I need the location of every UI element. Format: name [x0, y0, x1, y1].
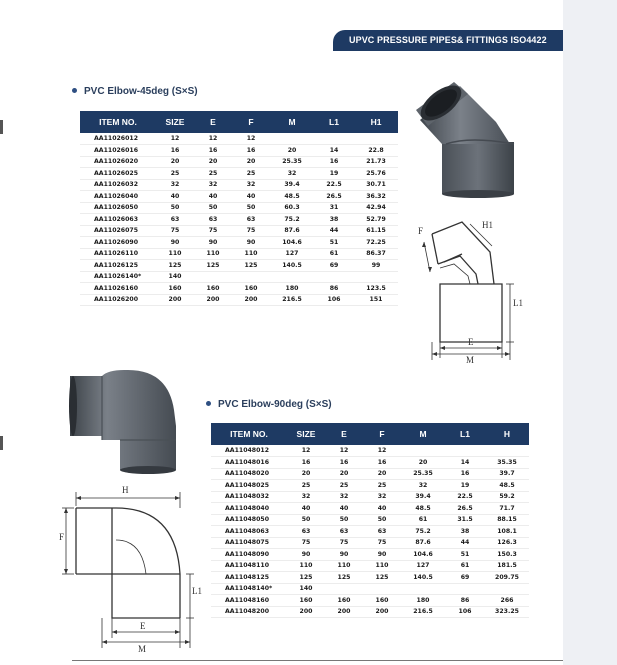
dim-label-m: M: [466, 355, 475, 364]
table-cell: 180: [401, 595, 445, 607]
table-cell: 40: [325, 503, 363, 515]
table-cell: 71.7: [485, 503, 529, 515]
column-header: F: [232, 111, 270, 133]
table-cell: 106: [314, 294, 354, 306]
section-title-text: PVC Elbow-45deg (S×S): [84, 86, 198, 97]
table-cell: 52.79: [354, 214, 398, 226]
table-row: [211, 514, 529, 526]
table-cell: 25: [325, 480, 363, 492]
item-number-cell: AA11026050: [80, 202, 156, 214]
table-cell: 50: [232, 202, 270, 214]
table-cell: 75: [232, 225, 270, 237]
table-cell: 181.5: [485, 560, 529, 572]
item-number-cell: AA11026063: [80, 214, 156, 226]
table-cell: 160: [156, 283, 194, 295]
table-row: [211, 491, 529, 503]
section-title-elbow-90: [206, 399, 332, 410]
table-cell: [401, 445, 445, 457]
item-number-cell: AA11026032: [80, 179, 156, 191]
table-cell: 63: [194, 214, 232, 226]
dim-label-l1: L1: [513, 298, 523, 308]
table-cell: 75.2: [401, 526, 445, 538]
table-cell: 25.76: [354, 168, 398, 180]
table-cell: 20: [232, 156, 270, 168]
table-cell: 266: [485, 595, 529, 607]
table-cell: 22.8: [354, 145, 398, 157]
table-row: [211, 503, 529, 515]
table-row: [211, 583, 529, 595]
table-cell: 106: [445, 606, 485, 618]
table-cell: [354, 133, 398, 145]
table-row: [80, 191, 398, 203]
column-header: E: [325, 423, 363, 445]
table-cell: 32: [156, 179, 194, 191]
item-number-cell: AA11026075: [80, 225, 156, 237]
column-header: SIZE: [156, 111, 194, 133]
table-cell: 209.75: [485, 572, 529, 584]
table-cell: 20: [270, 145, 314, 157]
table-cell: 127: [270, 248, 314, 260]
table-cell: 75: [363, 537, 401, 549]
table-row: [80, 248, 398, 260]
table-row: [80, 225, 398, 237]
table-cell: 12: [363, 445, 401, 457]
table-cell: 200: [325, 606, 363, 618]
table-cell: 75: [325, 537, 363, 549]
table-cell: 50: [156, 202, 194, 214]
table-cell: 14: [314, 145, 354, 157]
elbow-45-photo: [410, 80, 522, 198]
table-cell: 32: [401, 480, 445, 492]
dim-label-e: E: [140, 621, 146, 631]
table-cell: 110: [287, 560, 325, 572]
table-cell: 110: [363, 560, 401, 572]
item-number-cell: AA11048075: [211, 537, 287, 549]
left-edge-mark: [0, 120, 3, 134]
table-cell: 36.32: [354, 191, 398, 203]
table-cell: 90: [194, 237, 232, 249]
table-row: [211, 572, 529, 584]
table-cell: 16: [232, 145, 270, 157]
column-header: ITEM NO.: [211, 423, 287, 445]
bullet-icon: [72, 88, 77, 93]
section-title-text: PVC Elbow-90deg (S×S): [218, 399, 332, 410]
table-cell: 19: [445, 480, 485, 492]
table-cell: 25: [232, 168, 270, 180]
table-cell: 50: [325, 514, 363, 526]
table-cell: [363, 583, 401, 595]
table-cell: 38: [314, 214, 354, 226]
item-number-cell: AA11026012: [80, 133, 156, 145]
table-cell: 25.35: [270, 156, 314, 168]
table-cell: 126.3: [485, 537, 529, 549]
table-row: [211, 468, 529, 480]
dim-label-h1: H1: [482, 220, 493, 230]
table-cell: 72.25: [354, 237, 398, 249]
table-cell: 31: [314, 202, 354, 214]
item-number-cell: AA11026200: [80, 294, 156, 306]
item-number-cell: AA11026090: [80, 237, 156, 249]
column-header: H1: [354, 111, 398, 133]
table-cell: 63: [287, 526, 325, 538]
elbow-45-spec-table: [80, 111, 398, 306]
table-cell: 16: [156, 145, 194, 157]
table-cell: 21.73: [354, 156, 398, 168]
table-header-row: [80, 111, 398, 133]
column-header: M: [401, 423, 445, 445]
table-cell: 39.7: [485, 468, 529, 480]
table-cell: 25.35: [401, 468, 445, 480]
table-cell: 99: [354, 260, 398, 272]
section-title-elbow-45: [72, 86, 198, 97]
table-cell: 90: [287, 549, 325, 561]
table-row: [211, 445, 529, 457]
table-cell: 40: [363, 503, 401, 515]
column-header: H: [485, 423, 529, 445]
table-cell: 180: [270, 283, 314, 295]
table-cell: 200: [194, 294, 232, 306]
table-cell: 25: [287, 480, 325, 492]
table-row: [80, 214, 398, 226]
table-cell: 88.15: [485, 514, 529, 526]
table-cell: 12: [325, 445, 363, 457]
item-number-cell: AA11048012: [211, 445, 287, 457]
item-number-cell: AA11048090: [211, 549, 287, 561]
table-cell: 44: [314, 225, 354, 237]
table-cell: 150.3: [485, 549, 529, 561]
table-cell: 20: [363, 468, 401, 480]
table-cell: 40: [194, 191, 232, 203]
item-number-cell: AA11026110: [80, 248, 156, 260]
table-cell: 50: [363, 514, 401, 526]
table-cell: 69: [314, 260, 354, 272]
item-number-cell: AA11048040: [211, 503, 287, 515]
table-cell: 32: [232, 179, 270, 191]
table-cell: 25: [363, 480, 401, 492]
table-cell: [445, 583, 485, 595]
elbow-90-dimension-drawing: [56, 478, 210, 656]
table-cell: [270, 271, 314, 283]
table-cell: 22.5: [445, 491, 485, 503]
table-cell: 140: [156, 271, 194, 283]
bullet-icon: [206, 401, 211, 406]
table-row: [211, 560, 529, 572]
table-cell: 16: [314, 156, 354, 168]
table-cell: 19: [314, 168, 354, 180]
table-cell: 20: [401, 457, 445, 469]
table-cell: [485, 445, 529, 457]
table-cell: 16: [445, 468, 485, 480]
table-cell: 200: [232, 294, 270, 306]
table-cell: 60.3: [270, 202, 314, 214]
table-cell: 20: [287, 468, 325, 480]
table-cell: 48.5: [270, 191, 314, 203]
table-cell: 86.37: [354, 248, 398, 260]
dim-label-f: F: [418, 226, 424, 236]
table-cell: 51: [314, 237, 354, 249]
table-row: [80, 294, 398, 306]
table-cell: 75: [156, 225, 194, 237]
table-cell: 63: [156, 214, 194, 226]
table-cell: 123.5: [354, 283, 398, 295]
table-row: [80, 156, 398, 168]
item-number-cell: AA11048140*: [211, 583, 287, 595]
table-cell: 32: [287, 491, 325, 503]
table-cell: [314, 271, 354, 283]
table-cell: 90: [363, 549, 401, 561]
table-row: [211, 457, 529, 469]
table-cell: 63: [363, 526, 401, 538]
table-cell: 110: [156, 248, 194, 260]
table-cell: 40: [232, 191, 270, 203]
table-row: [211, 595, 529, 607]
item-number-cell: AA11026140*: [80, 271, 156, 283]
table-cell: 323.25: [485, 606, 529, 618]
elbow-45-dimension-drawing: [410, 212, 530, 364]
table-cell: 160: [363, 595, 401, 607]
item-number-cell: AA11026025: [80, 168, 156, 180]
item-number-cell: AA11048050: [211, 514, 287, 526]
table-cell: 20: [156, 156, 194, 168]
table-cell: [232, 271, 270, 283]
table-cell: 140: [287, 583, 325, 595]
table-cell: 108.1: [485, 526, 529, 538]
item-number-cell: AA11026040: [80, 191, 156, 203]
table-row: [80, 237, 398, 249]
table-cell: 30.71: [354, 179, 398, 191]
table-cell: 48.5: [401, 503, 445, 515]
item-number-cell: AA11026020: [80, 156, 156, 168]
table-cell: 32: [270, 168, 314, 180]
table-cell: 160: [194, 283, 232, 295]
table-row: [211, 480, 529, 492]
table-cell: 12: [232, 133, 270, 145]
header-banner: UPVC PRESSURE PIPES& FITTINGS ISO4422: [333, 30, 563, 51]
table-cell: 40: [156, 191, 194, 203]
table-row: [211, 537, 529, 549]
table-cell: [194, 271, 232, 283]
table-cell: 42.94: [354, 202, 398, 214]
table-cell: 32: [363, 491, 401, 503]
table-cell: 59.2: [485, 491, 529, 503]
table-cell: [314, 133, 354, 145]
table-cell: 104.6: [270, 237, 314, 249]
table-cell: 90: [156, 237, 194, 249]
table-cell: 151: [354, 294, 398, 306]
table-cell: 38: [445, 526, 485, 538]
table-cell: 16: [194, 145, 232, 157]
item-number-cell: AA11048032: [211, 491, 287, 503]
table-cell: 140.5: [401, 572, 445, 584]
table-cell: 26.5: [314, 191, 354, 203]
column-header: M: [270, 111, 314, 133]
column-header: L1: [445, 423, 485, 445]
table-cell: 31.5: [445, 514, 485, 526]
table-cell: 69: [445, 572, 485, 584]
table-cell: 16: [363, 457, 401, 469]
table-cell: 140.5: [270, 260, 314, 272]
table-row: [211, 526, 529, 538]
item-number-cell: AA11048020: [211, 468, 287, 480]
table-cell: [270, 133, 314, 145]
table-cell: 51: [445, 549, 485, 561]
dim-label-m: M: [138, 644, 147, 654]
table-row: [80, 260, 398, 272]
table-row: [80, 202, 398, 214]
table-cell: 35.35: [485, 457, 529, 469]
column-header: SIZE: [287, 423, 325, 445]
table-cell: 110: [325, 560, 363, 572]
column-header: F: [363, 423, 401, 445]
table-cell: 48.5: [485, 480, 529, 492]
table-cell: 125: [287, 572, 325, 584]
item-number-cell: AA11048160: [211, 595, 287, 607]
dim-label-l1: L1: [192, 586, 202, 596]
table-cell: 125: [325, 572, 363, 584]
table-cell: 39.4: [270, 179, 314, 191]
dim-label-f: F: [59, 532, 65, 542]
table-row: [80, 271, 398, 283]
item-number-cell: AA11048063: [211, 526, 287, 538]
item-number-cell: AA11048110: [211, 560, 287, 572]
table-cell: 12: [194, 133, 232, 145]
table-cell: 16: [287, 457, 325, 469]
item-number-cell: AA11048125: [211, 572, 287, 584]
table-row: [80, 168, 398, 180]
table-header-row: [211, 423, 529, 445]
table-cell: 16: [325, 457, 363, 469]
table-row: [211, 549, 529, 561]
table-cell: 160: [232, 283, 270, 295]
table-cell: [485, 583, 529, 595]
table-cell: 216.5: [401, 606, 445, 618]
table-cell: 61: [445, 560, 485, 572]
table-cell: [445, 445, 485, 457]
table-cell: 20: [325, 468, 363, 480]
table-cell: 12: [156, 133, 194, 145]
table-cell: 63: [325, 526, 363, 538]
table-cell: 75: [194, 225, 232, 237]
table-cell: 110: [232, 248, 270, 260]
table-cell: 32: [325, 491, 363, 503]
table-cell: 86: [445, 595, 485, 607]
table-cell: 87.6: [401, 537, 445, 549]
column-header: E: [194, 111, 232, 133]
elbow-90-photo: [68, 366, 184, 476]
table-cell: [354, 271, 398, 283]
footer-divider: [72, 660, 563, 661]
table-cell: 39.4: [401, 491, 445, 503]
table-cell: 32: [194, 179, 232, 191]
table-cell: 125: [363, 572, 401, 584]
table-cell: 90: [325, 549, 363, 561]
table-cell: 90: [232, 237, 270, 249]
item-number-cell: AA11026125: [80, 260, 156, 272]
left-edge-mark: [0, 436, 3, 450]
table-cell: 160: [287, 595, 325, 607]
table-cell: 160: [325, 595, 363, 607]
item-number-cell: AA11048025: [211, 480, 287, 492]
table-cell: [325, 583, 363, 595]
table-row: [80, 145, 398, 157]
right-margin-strip: [563, 0, 617, 665]
table-cell: 86: [314, 283, 354, 295]
table-cell: 104.6: [401, 549, 445, 561]
table-cell: 50: [287, 514, 325, 526]
table-cell: 26.5: [445, 503, 485, 515]
table-cell: 12: [287, 445, 325, 457]
table-cell: 75.2: [270, 214, 314, 226]
elbow-90-spec-table: [211, 423, 529, 618]
table-cell: 200: [363, 606, 401, 618]
table-cell: 200: [156, 294, 194, 306]
table-cell: 44: [445, 537, 485, 549]
table-cell: 216.5: [270, 294, 314, 306]
table-cell: 125: [156, 260, 194, 272]
table-cell: 125: [194, 260, 232, 272]
dim-label-h: H: [122, 485, 129, 495]
table-cell: 22.5: [314, 179, 354, 191]
table-cell: 25: [156, 168, 194, 180]
table-row: [80, 283, 398, 295]
table-cell: 127: [401, 560, 445, 572]
column-header: ITEM NO.: [80, 111, 156, 133]
item-number-cell: AA11048016: [211, 457, 287, 469]
dim-label-e: E: [468, 337, 474, 347]
table-cell: 14: [445, 457, 485, 469]
table-cell: 200: [287, 606, 325, 618]
item-number-cell: AA11048200: [211, 606, 287, 618]
table-cell: 87.6: [270, 225, 314, 237]
table-cell: 125: [232, 260, 270, 272]
item-number-cell: AA11026016: [80, 145, 156, 157]
table-cell: 110: [194, 248, 232, 260]
table-cell: 61.15: [354, 225, 398, 237]
table-cell: 20: [194, 156, 232, 168]
table-cell: 61: [314, 248, 354, 260]
item-number-cell: AA11026160: [80, 283, 156, 295]
table-row: [80, 133, 398, 145]
table-cell: 75: [287, 537, 325, 549]
column-header: L1: [314, 111, 354, 133]
table-cell: [401, 583, 445, 595]
table-row: [211, 606, 529, 618]
table-cell: 63: [232, 214, 270, 226]
table-cell: 40: [287, 503, 325, 515]
table-cell: 61: [401, 514, 445, 526]
table-cell: 50: [194, 202, 232, 214]
table-row: [80, 179, 398, 191]
table-cell: 25: [194, 168, 232, 180]
